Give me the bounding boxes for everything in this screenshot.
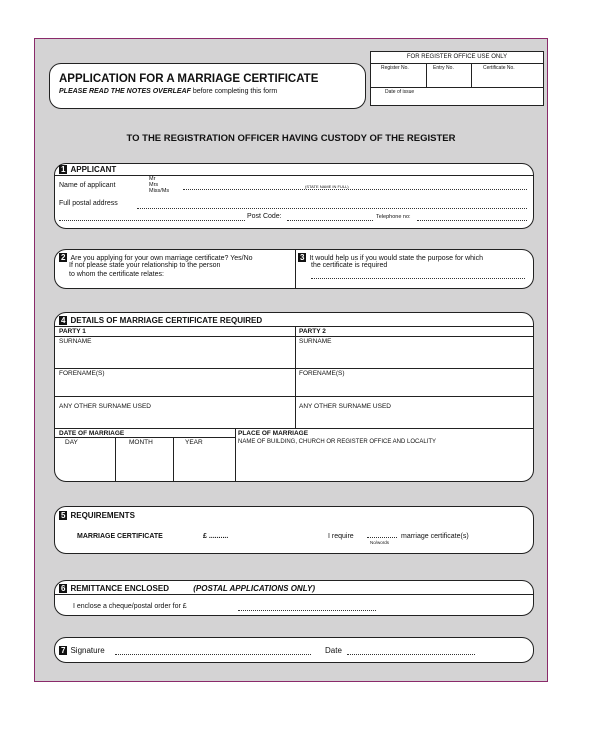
signature-label-wrap [59,646,105,655]
certificates-label: marriage certificate(s) [401,533,469,540]
requirements-heading: REQUIREMENTS [70,511,135,520]
telephone-label: Telephone no: [376,214,411,220]
date-of-marriage-label: DATE OF MARRIAGE [59,430,125,437]
signature-label: Signature [70,646,105,655]
telephone-field[interactable] [417,220,527,221]
month-label: MONTH [129,439,153,446]
section-3-line1 [298,253,483,262]
cheque-label: I enclose a cheque/postal order for £ [73,603,187,610]
section-signature [54,637,534,663]
section-4-number: 4 [61,316,66,325]
date-label: Date [325,646,342,655]
title-box [49,63,366,109]
date-field[interactable] [347,654,475,655]
signature-field[interactable] [115,654,311,655]
postal-only-note: (POSTAL APPLICATIONS ONLY) [193,584,315,593]
details-heading: DETAILS OF MARRIAGE CERTIFICATE REQUIRED [70,316,263,325]
relationship-instruction: If not please state your relationship to the person [69,262,221,269]
form-title: APPLICATION FOR A MARRIAGE CERTIFICATE [59,73,319,85]
state-name-hint: (STATE NAME IN FULL) [305,184,349,189]
address-field-2[interactable] [59,220,245,221]
purpose-field[interactable] [311,278,525,279]
section-2-line1 [59,253,253,262]
year-label: YEAR [185,439,203,446]
require-sub-label: No/words [370,540,390,545]
section-1-number: 1 [61,165,66,174]
place-of-marriage-label: PLACE OF MARRIAGE [238,430,309,437]
office-use-box [370,51,544,106]
title-mrs: Mrs [149,182,159,188]
section-marriage-details [54,312,534,482]
name-of-applicant-label: Name of applicant [59,182,116,189]
party-1-surname-label: SURNAME [59,338,92,345]
section-5-number: 5 [61,511,66,520]
notes-rest: before completing this form [192,88,278,95]
purpose-question-2: the certificate is required [311,262,388,269]
section-4-title [59,316,262,325]
party-1-other-surname-label: ANY OTHER SURNAME USED [59,403,151,410]
party-1-label: PARTY 1 [59,328,86,335]
section-5-title [59,511,135,520]
date-of-issue-label: Date of issue [385,89,415,95]
entry-no-label: Entry No. [433,65,454,71]
title-miss-ms: Miss/Ms [149,188,170,194]
require-count-field[interactable] [367,537,397,538]
title-mr: Mr [149,176,156,182]
party-2-label: PARTY 2 [299,328,326,335]
address-field-1[interactable] [137,208,527,209]
section-1-title [59,165,116,174]
relationship-instruction-2: to whom the certificate relates: [69,271,164,278]
notes-bold: PLEASE READ THE NOTES OVERLEAF [59,88,191,95]
section-relationship [54,249,534,289]
section-7-number: 7 [61,646,66,655]
party-1-forenames-label: FORENAME(S) [59,370,105,377]
applicant-name-field[interactable] [183,189,527,190]
office-use-title: FOR REGISTER OFFICE USE ONLY [406,54,508,60]
section-6-number: 6 [61,584,66,593]
require-label: I require [328,533,354,540]
purpose-question: It would help us if you would state the purpose for which [309,255,483,262]
marriage-certificate-label: MARRIAGE CERTIFICATE [77,533,163,540]
place-hint: NAME OF BUILDING, CHURCH OR REGISTER OFFICE AND LOCALITY [238,439,437,445]
own-certificate-question: Are you applying for your own marriage certificate? Yes/No [70,255,253,262]
day-label: DAY [65,439,78,446]
remittance-heading: REMITTANCE ENCLOSED [70,584,169,593]
form-page [34,38,548,682]
register-no-label: Register No. [381,65,409,71]
party-2-other-surname-label: ANY OTHER SURNAME USED [299,403,391,410]
notes-instruction [59,88,277,95]
section-3-number: 3 [300,253,305,262]
section-remittance [54,580,534,616]
section-applicant [54,163,534,229]
section-requirements [54,506,534,554]
post-code-field[interactable] [287,220,373,221]
full-postal-address-label: Full postal address [59,200,118,207]
section-2-number: 2 [61,253,66,262]
fee-amount: £ .......... [203,533,229,540]
party-2-surname-label: SURNAME [299,338,332,345]
post-code-label: Post Code: [247,213,282,220]
certificate-no-label: Certificate No. [483,65,515,71]
section-6-title [59,584,315,593]
cheque-amount-field[interactable] [238,610,376,611]
registration-heading: TO THE REGISTRATION OFFICER HAVING CUSTODY OF THE REGISTER [126,133,456,144]
applicant-heading: APPLICANT [70,165,117,174]
party-2-forenames-label: FORENAME(S) [299,370,345,377]
